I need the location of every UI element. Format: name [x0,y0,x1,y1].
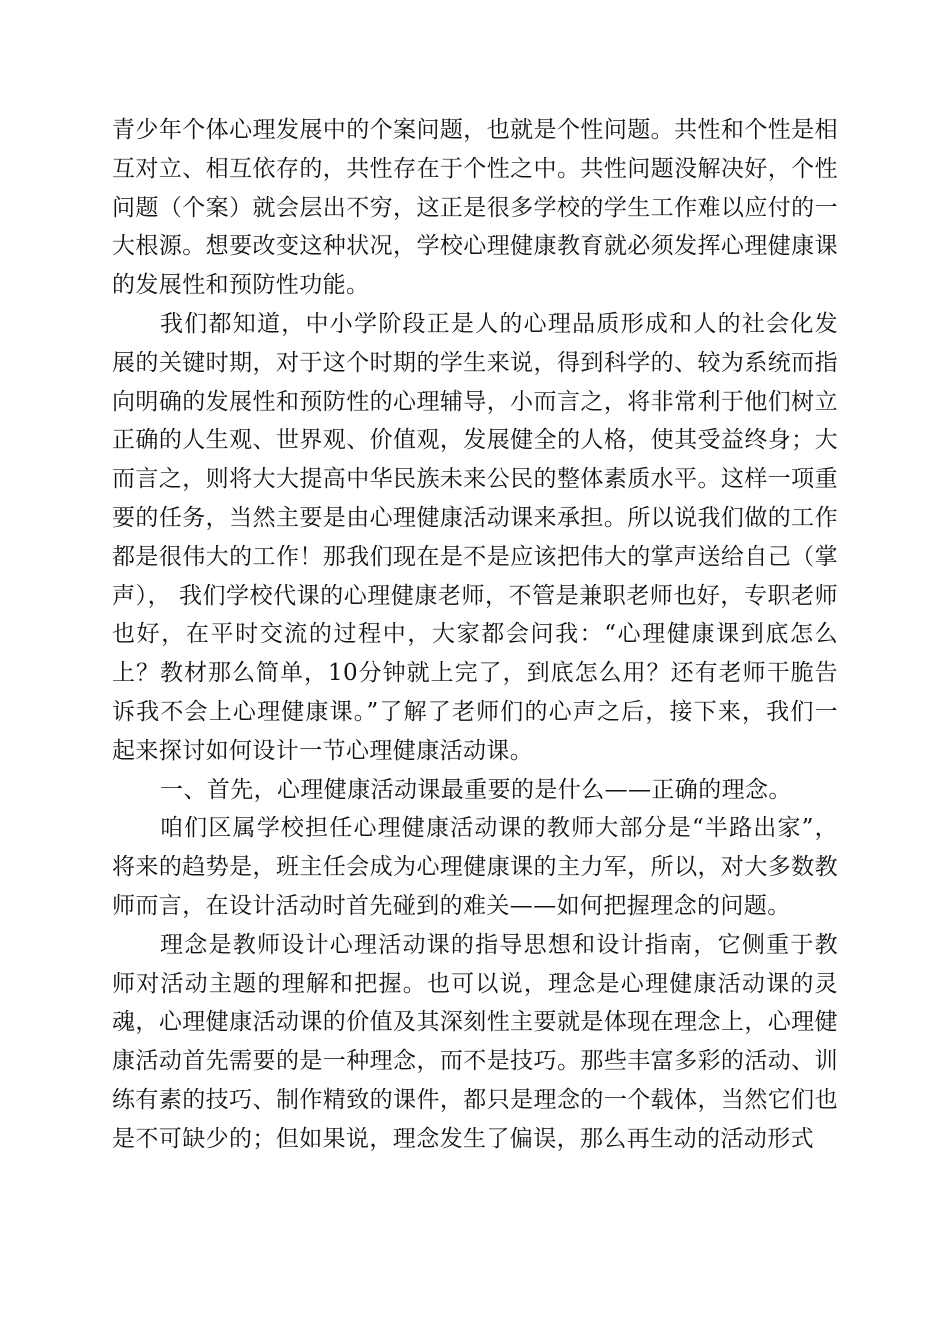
paragraph-middle-school-period: 我们都知道，中小学阶段正是人的心理品质形成和人的社会化发展的关键时期，对于这个时期的学生来说，得到科学的、较为系统而指向明确的发展性和预防性的心理辅导，小而言之，将非常利于他们树立正确的人生观、世界观、价值观，发展健全的人格，使其受益终身；大而言之，则将大大提高中华民族未来公民的整体素质水平。这样一项重要的任务，当然主要是由心理健康活动课来承担。所以说我们做的工作都是很伟大的工作！那我们现在是不是应该把伟大的掌声送给自己（掌声）， 我们学校代课的心理健康老师，不管是兼职老师也好，专职老师也好，在平时交流的过程中，大家都会问我：“心理健康课到底怎么上？教材那么简单，10分钟就上完了，到底怎么用？还有老师干脆告诉我不会上心理健康课。”了解了老师们的心声之后，接下来，我们一起来探讨如何设计一节心理健康活动课。 [112,310,838,764]
document-page [112,111,838,1159]
paragraph-continuation: 青少年个体心理发展中的个案问题，也就是个性问题。共性和个性是相互对立、相互依存的，共性存在于个性之中。共性问题没解决好，个性问题（个案）就会层出不穷，这正是很多学校的学生工作难以应付的一大根源。想要改变这种状况，学校心理健康教育就必须发挥心理健康课的发展性和预防性功能。 [112,117,838,299]
paragraph-teachers-background: 咱们区属学校担任心理健康活动课的教师大部分是“半路出家”，将来的趋势是，班主任会成为心理健康课的主力军，所以，对大多数教师而言，在设计活动时首先碰到的难关——如何把握理念的问题。 [112,815,838,919]
section-heading-correct-concept: 一、首先，心理健康活动课最重要的是什么——正确的理念。 [160,776,792,803]
paragraph-concept-definition: 理念是教师设计心理活动课的指导思想和设计指南，它侧重于教师对活动主题的理解和把握。也可以说，理念是心理健康活动课的灵魂，心理健康活动课的价值及其深刻性主要就是体现在理念上，心理健康活动首先需要的是一种理念，而不是技巧。那些丰富多彩的活动、训练有素的技巧、制作精致的课件，都只是理念的一个载体，当然它们也是不可缺少的；但如果说，理念发生了偏误，那么再生动的活动形式 [112,931,838,1152]
